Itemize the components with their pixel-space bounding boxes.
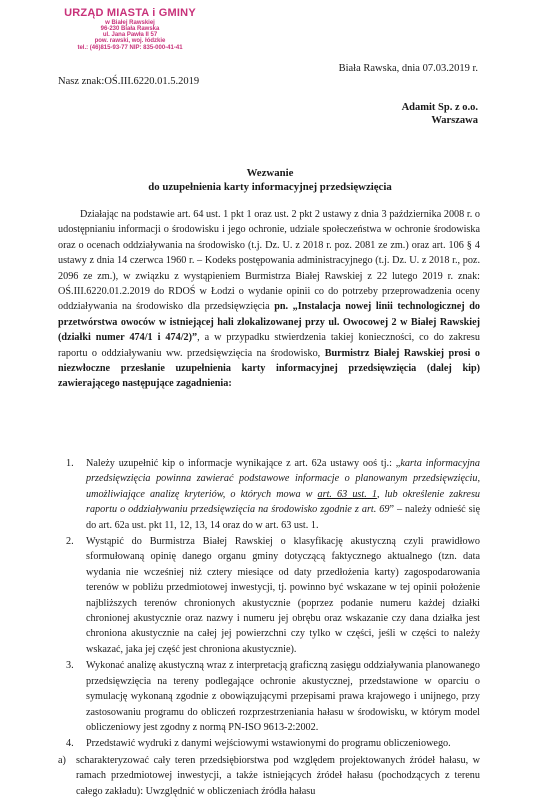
stamp-title: URZĄD MIASTA i GMINY bbox=[64, 7, 196, 19]
subject-description: do uzupełnienia karty informacyjnej przedsięwzięcia bbox=[148, 181, 392, 194]
stamp-line: pow. rawski, woj. łódzkie bbox=[94, 38, 166, 45]
item-quote-underlined: art. 63 ust. 1 bbox=[317, 488, 377, 500]
document-subject bbox=[0, 166, 540, 194]
item-text: Należy uzupełnić kip o informacje wynikające z art. 62a ustawy ooś tj.: „ bbox=[86, 458, 401, 469]
stamp-line: 96-230 Biała Rawska bbox=[100, 25, 160, 32]
stamp-line: w Białej Rawskiej bbox=[105, 19, 155, 26]
requirements-list bbox=[58, 456, 480, 800]
office-stamp bbox=[60, 8, 200, 51]
item-number: 4. bbox=[66, 738, 74, 750]
item-text: Przedstawić wydruki z danymi wejściowymi wstawionymi do programu obliczeniowego. bbox=[86, 738, 451, 750]
item-text: ” – należy odnieść się do art. 62a ust. pkt 11, 12, 13, 14 oraz do w art. 63 ust. 1. bbox=[86, 504, 480, 531]
item-number: 2. bbox=[66, 536, 74, 548]
addressee bbox=[402, 101, 478, 127]
scope-text: , a w przypadku stwierdzenia takiej konieczności, co do zakresu raportu o oddziaływaniu ww. przedsięwzięcia na środowisko, bbox=[58, 332, 480, 359]
document-date: Biała Rawska, dnia 07.03.2019 r. bbox=[338, 63, 478, 74]
legal-basis-text: Działając na podstawie art. 64 ust. 1 pkt 1 oraz ust. 2 pkt 2 ustawy z dnia 3 października 2008 r. o udostępnianiu informacji o środowisku i jego ochronie, udziale społeczeństwa w ochronie środowiska oraz o ocenach oddziaływania na środowisko (t.j. Dz. U. z 2018 r. poz. 2081 ze zm.) oraz art. 106 § 4 ustawy z dnia 14 czerwca 1960 r. – Kodeks postępowania administracyjnego (t.j. Dz. U. z 2018 r., poz. 2096 ze zm.), w związku z wystąpieniem Burmistrza Białej Rawskiej z 22 lutego 2019 r. znak: OŚ.III.6220.01.2.2019 do RDOŚ w Łodzi o wydanie opinii co do potrzeby przeprowadzenia oceny oddziaływania na środowisko dla przedsięwzięcia bbox=[58, 209, 480, 313]
list-item bbox=[58, 658, 480, 735]
item-number: a) bbox=[58, 754, 66, 766]
item-number: 1. bbox=[66, 458, 74, 469]
stamp-line: tel.: (46)815-93-77 NIP: 835-000-41-41 bbox=[77, 44, 183, 51]
body-paragraph bbox=[58, 207, 480, 392]
sub-list-item bbox=[58, 753, 480, 799]
item-text: Wystąpić do Burmistrza Białej Rawskiej o klasyfikację akustyczną czyli prawidłowo sformułowaną opinię danego organu gminy dotyczącą faktycznego aktualnego (tzn. data wydania nie wcześniej niż cztery miesiące od daty przedłożenia karty) zagospodarowania terenów w pobliżu przedmiotowej inwestycji, tj. powinno być wskazane w tej opinii położenie najbliższych terenów chronionych akustycznie (poprzez podanie numeru każdej działki chronionej akustycznie oraz nazwy i numeru jej obrębu oraz wskazanie czy dana działka jest chroniona akustycznie na całej jej powierzchni czy tylko w części, jeśli w części to należy wskazać, jaka jej część jest chroniona akustycznie). bbox=[86, 536, 480, 655]
reference-number: Nasz znak:OŚ.III.6220.01.5.2019 bbox=[58, 76, 200, 87]
list-item bbox=[58, 736, 480, 751]
item-quote: karta informacyjna przedsięwzięcia powinna zawierać podstawowe informacje o planowanym przedsięwzięciu, umożliwiające analizę kryteriów, o których mowa w bbox=[86, 458, 480, 500]
item-number: 3. bbox=[66, 660, 74, 672]
addressee-name: Adamit Sp. z o.o. bbox=[401, 102, 478, 113]
item-quote: , lub określenie zakresu raportu o oddziaływaniu przedsięwzięcia na środowisko zgodnie z art. 69 bbox=[86, 488, 480, 516]
list-item bbox=[58, 456, 480, 533]
item-text: scharakteryzować cały teren przedsiębiorstwa pod względem projektowanych źródeł hałasu, w ramach przedmiotowej inwestycji, a także istniejących źródeł hałasu (pochodzących z terenu całego zakładu): Uwzględnić w obliczeniach źródła hałasu bbox=[76, 754, 480, 797]
addressee-city: Warszawa bbox=[431, 115, 478, 127]
project-name: pn. „Instalacja nowej linii technologicznej do przetwórstwa owoców w istniejącej hali zlokalizowanej przy ul. Owocowej 2 w Białej Rawskiej (działki numer 474/1 i 474/2)” bbox=[58, 301, 480, 344]
item-text: Wykonać analizę akustyczną wraz z interpretacją graficzną zasięgu oddziaływania planowanego przedsięwzięcia na tereny podlegające ochronie akustycznej, przedstawione w oparciu o symulację wykonaną zgodnie z obowiązującymi przepisami prawa krajowego i unijnego, przy zastosowaniu programu do obliczeń rozprzestrzeniania hałasu w środowisku, w którym model obliczeniowy jest zgodny z normą PN-ISO 9613-2:2002. bbox=[86, 660, 480, 733]
intro-paragraph bbox=[58, 207, 480, 392]
request-text: Burmistrz Białej Rawskiej prosi o niezwłoczne przesłanie uzupełnienia karty informacyjnej przedsięwzięcia (dalej kip) zawierającego następujące zagadnienia: bbox=[58, 347, 480, 390]
stamp-line: ul. Jana Pawła II 57 bbox=[102, 32, 158, 39]
subject-title: Wezwanie bbox=[246, 167, 294, 179]
list-item bbox=[58, 534, 480, 657]
